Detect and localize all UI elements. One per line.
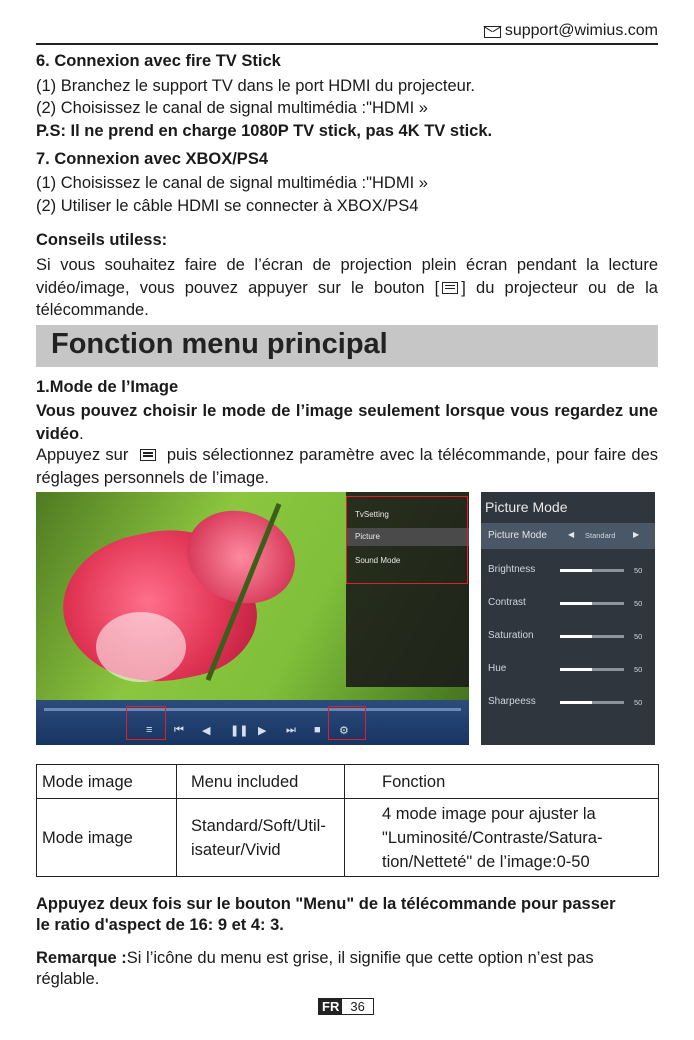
setting-slider[interactable] — [560, 569, 624, 572]
flower-highlight — [96, 612, 186, 682]
image-mode-instructions — [36, 444, 658, 489]
gear-icon[interactable]: ⚙ — [339, 725, 349, 737]
slider-fill — [560, 701, 592, 704]
video-osd-screenshot — [36, 492, 469, 745]
section-6-title: 6. Connexion avec fire TV Stick — [36, 52, 281, 70]
table-cell-line: tion/Netteté" de l’image:0-50 — [382, 852, 590, 871]
section-6-ps-note: P.S: Il ne prend en charge 1080P TV stick, pas 4K TV stick. — [36, 122, 493, 140]
tips-paragraph — [36, 254, 658, 322]
highlight-box — [328, 706, 366, 740]
remark-label: Remarque : — [36, 949, 127, 967]
image-mode-period: . — [79, 424, 84, 443]
previous-icon[interactable]: ⏮ — [174, 724, 184, 736]
image-mode-table — [36, 764, 659, 877]
mail-icon — [484, 26, 501, 38]
table-header-cell: Fonction — [345, 765, 659, 799]
setting-label: Sharpeess — [488, 696, 536, 707]
picture-mode-label: Picture Mode — [488, 530, 547, 541]
playback-control-bar — [36, 700, 469, 745]
page-footer — [318, 998, 374, 1015]
section-7-step-2: (2) Utiliser le câble HDMI se connecter à XBOX/PS4 — [36, 197, 419, 215]
progress-track — [44, 708, 461, 711]
section-7-title: 7. Connexion avec XBOX/PS4 — [36, 150, 268, 168]
image-mode-bold-text: Vous pouvez choisir le mode de l’image seulement lorsque vous regardez une vidéo — [36, 402, 658, 443]
setting-value: 50 — [634, 665, 643, 674]
header-email — [484, 22, 658, 40]
highlight-box — [346, 496, 468, 584]
setting-slider[interactable] — [560, 668, 624, 671]
table-row — [37, 799, 659, 877]
setting-slider[interactable] — [560, 635, 624, 638]
highlight-box — [126, 706, 166, 740]
list-icon[interactable]: ≡ — [146, 724, 153, 736]
aspect-ratio-note-line-2: le ratio d'aspect de 16: 9 et 4: 3. — [36, 916, 284, 934]
slider-fill — [560, 635, 592, 638]
setting-value: 50 — [634, 599, 643, 608]
table-header-cell: Mode image — [37, 765, 177, 799]
rewind-icon[interactable]: ◀ — [202, 725, 211, 737]
header-divider — [36, 43, 658, 45]
remark-text-continued: réglable. — [36, 970, 100, 988]
press-text-before: Appuyez sur — [36, 446, 129, 464]
picture-mode-panel — [481, 492, 655, 745]
tips-text-after: ] du projecteur ou de la télécommande. — [36, 278, 658, 319]
table-cell-line: Standard/Soft/Util- — [191, 816, 326, 835]
image-mode-title: 1.Mode de l’Image — [36, 378, 179, 396]
osd-menu-item[interactable]: Picture — [346, 528, 469, 546]
setting-value: 50 — [634, 632, 643, 641]
remark-text: Si l’icône du menu est grise, il signifie que cette option n’est pas — [126, 949, 594, 967]
language-badge: FR — [319, 999, 342, 1014]
section-banner — [36, 325, 658, 367]
arrow-right-icon[interactable]: ▶ — [633, 530, 640, 539]
next-icon[interactable]: ⏭ — [286, 724, 296, 736]
stop-icon[interactable]: ■ — [314, 724, 321, 736]
setting-value: 50 — [634, 698, 643, 707]
osd-menu-item[interactable]: Sound Mode — [355, 556, 401, 565]
section-6-step-2: (2) Choisissez le canal de signal multimédia :"HDMI » — [36, 99, 428, 117]
section-banner-title: Fonction menu principal — [51, 328, 388, 360]
setting-label: Brightness — [488, 564, 536, 575]
table-cell: Mode image — [37, 799, 177, 877]
setting-slider[interactable] — [560, 701, 624, 704]
remark — [36, 947, 658, 969]
table-cell-line: isateur/Vivid — [191, 840, 281, 859]
slider-fill — [560, 569, 592, 572]
email-text: support@wimius.com — [504, 22, 658, 39]
section-6-step-1: (1) Branchez le support TV dans le port HDMI du projecteur. — [36, 77, 475, 95]
tips-text-before: Si vous souhaitez faire de l’écran de projection plein écran pendant la lecture vidéo/image, vous pouvez appuyer sur le bouton [ — [36, 256, 658, 297]
setting-value: 50 — [634, 566, 643, 575]
image-mode-intro — [36, 400, 658, 445]
table-cell — [177, 799, 345, 877]
table-header-row — [37, 765, 659, 799]
table-header-cell: Menu included — [177, 765, 345, 799]
setting-label: Saturation — [488, 630, 534, 641]
picture-mode-title: Picture Mode — [485, 499, 568, 515]
picture-mode-selector[interactable] — [481, 523, 655, 549]
table-cell — [345, 799, 659, 877]
aspect-ratio-note-line-1: Appuyez deux fois sur le bouton "Menu" de la télécommande pour passer — [36, 895, 616, 913]
osd-menu-item[interactable]: TvSetting — [355, 510, 389, 519]
page-number: 36 — [350, 999, 365, 1014]
press-text-after: puis sélectionnez paramètre avec la télécommande, pour faire des réglages personnels de l’image. — [36, 446, 659, 487]
forward-icon[interactable]: ▶ — [258, 725, 267, 737]
picture-mode-value: Standard — [585, 531, 616, 540]
menu-button-icon — [442, 282, 458, 294]
table-cell-line: 4 mode image pour ajuster la — [382, 804, 596, 823]
slider-fill — [560, 602, 592, 605]
tips-title: Conseils utiless: — [36, 231, 168, 249]
pause-icon[interactable]: ❚❚ — [230, 725, 249, 737]
arrow-left-icon[interactable]: ◀ — [568, 530, 575, 539]
section-7-step-1: (1) Choisissez le canal de signal multimédia :"HDMI » — [36, 174, 428, 192]
slider-fill — [560, 668, 592, 671]
setting-label: Hue — [488, 663, 507, 674]
setting-slider[interactable] — [560, 602, 624, 605]
table-cell-line: "Luminosité/Contraste/Satura- — [382, 828, 603, 847]
menu-button-icon — [140, 449, 156, 461]
setting-label: Contrast — [488, 597, 526, 608]
